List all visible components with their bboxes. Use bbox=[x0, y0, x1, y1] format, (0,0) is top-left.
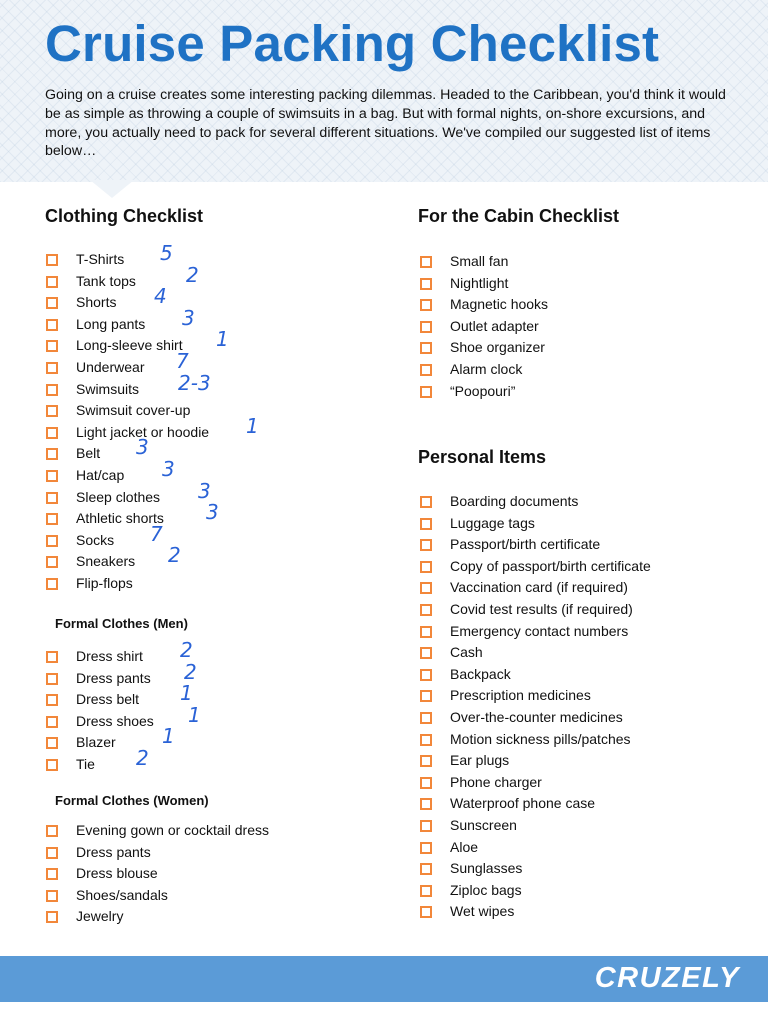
checkbox-icon[interactable] bbox=[46, 694, 58, 706]
checklist-item[interactable] bbox=[420, 859, 750, 881]
checkbox-icon[interactable] bbox=[46, 448, 58, 460]
checkbox-icon[interactable] bbox=[420, 906, 432, 918]
checklist-item-label: Light jacket or hoodie bbox=[76, 423, 210, 440]
checklist-item-label: Athletic shorts bbox=[76, 510, 164, 527]
clothing-list bbox=[46, 241, 376, 596]
checklist-item[interactable] bbox=[46, 521, 376, 553]
checkbox-icon[interactable] bbox=[46, 470, 58, 482]
checklist-item-label: Shorts bbox=[76, 294, 117, 311]
checklist-item-label: Sunglasses bbox=[450, 860, 523, 877]
checklist-item[interactable] bbox=[420, 382, 750, 404]
checklist-item[interactable] bbox=[420, 557, 750, 579]
checklist-item-label: Long-sleeve shirt bbox=[76, 337, 183, 354]
checklist-item[interactable] bbox=[46, 907, 376, 929]
checklist-item[interactable] bbox=[46, 435, 376, 466]
checklist-item[interactable] bbox=[420, 492, 750, 514]
checkbox-icon[interactable] bbox=[420, 690, 432, 702]
checklist-item-label: Magnetic hooks bbox=[450, 296, 549, 313]
checklist-item-label: Dress pants bbox=[76, 843, 151, 860]
checklist-item-label: Boarding documents bbox=[450, 493, 579, 509]
checkbox-icon[interactable] bbox=[46, 716, 58, 728]
checklist-item-label: Vaccination card (if required) bbox=[450, 579, 628, 596]
handwritten-quantity: 4 bbox=[154, 284, 167, 309]
checkbox-icon[interactable] bbox=[420, 626, 432, 638]
checklist-item-label: “Poopouri” bbox=[450, 382, 516, 399]
handwritten-quantity: 5 bbox=[160, 241, 173, 265]
checkbox-icon[interactable] bbox=[46, 890, 58, 902]
checkbox-icon[interactable] bbox=[46, 513, 58, 525]
checkbox-icon[interactable] bbox=[46, 673, 58, 685]
checklist-item[interactable] bbox=[46, 370, 376, 402]
checklist-item[interactable] bbox=[420, 751, 750, 773]
checkbox-icon[interactable] bbox=[420, 386, 432, 398]
checklist-item[interactable] bbox=[420, 514, 750, 536]
checkbox-icon[interactable] bbox=[420, 647, 432, 659]
checkbox-icon[interactable] bbox=[46, 254, 58, 266]
checklist-item-label: Tie bbox=[76, 755, 95, 772]
handwritten-quantity: 2 bbox=[186, 262, 199, 287]
checklist-item[interactable] bbox=[46, 456, 376, 488]
checklist-item[interactable] bbox=[46, 413, 376, 445]
checklist-item-label: Jewelry bbox=[76, 908, 124, 925]
checkbox-icon[interactable] bbox=[46, 825, 58, 837]
handwritten-quantity: 7 bbox=[176, 348, 189, 373]
handwritten-quantity: 1 bbox=[246, 413, 259, 438]
checklist-item-label: Passport/birth certificate bbox=[450, 536, 601, 553]
cabin-heading: For the Cabin Checklist bbox=[418, 206, 620, 226]
checklist-item-label: Dress belt bbox=[76, 691, 140, 708]
formal-women-list bbox=[46, 821, 376, 929]
checklist-item-label: Dress pants bbox=[76, 669, 151, 686]
checkbox-icon[interactable] bbox=[46, 737, 58, 749]
checklist-item[interactable] bbox=[46, 262, 376, 294]
checklist-item[interactable] bbox=[420, 730, 750, 752]
checklist-item[interactable] bbox=[420, 794, 750, 816]
checklist-item-label: Over-the-counter medicines bbox=[450, 708, 623, 725]
checklist-item-label: Underwear bbox=[76, 358, 145, 375]
handwritten-quantity: 2 bbox=[180, 638, 193, 662]
formal-women-heading: Formal Clothes (Women) bbox=[55, 793, 209, 808]
checklist-item-label: Prescription medicines bbox=[450, 687, 591, 704]
handwritten-quantity: 2 bbox=[184, 659, 197, 684]
handwritten-quantity: 2 bbox=[168, 543, 181, 568]
checkbox-icon[interactable] bbox=[46, 759, 58, 771]
handwritten-quantity: 7 bbox=[150, 521, 163, 546]
checkbox-icon[interactable] bbox=[420, 712, 432, 724]
handwritten-quantity: 3 bbox=[198, 478, 211, 503]
checklist-item-label: Luggage tags bbox=[450, 514, 535, 531]
checkbox-icon[interactable] bbox=[420, 364, 432, 376]
checklist-item-label: Sleep clothes bbox=[76, 488, 161, 505]
checkbox-icon[interactable] bbox=[420, 561, 432, 573]
checkbox-icon[interactable] bbox=[46, 868, 58, 880]
checkbox-icon[interactable] bbox=[420, 518, 432, 530]
formal-men-list bbox=[46, 638, 376, 777]
intro-paragraph: Going on a cruise creates some interesting packing dilemmas. Headed to the Caribbean, you'd think it would be as simple as throwing a couple of swimsuits in a bag. But with formal nights, on-shore excursions, and more, you actually need to pack for several different situations. We've compiled our suggested list of items below… bbox=[45, 87, 726, 160]
checklist-item[interactable] bbox=[46, 284, 376, 315]
handwritten-quantity: 1 bbox=[216, 327, 229, 352]
checkbox-icon[interactable] bbox=[46, 556, 58, 568]
checklist-item[interactable] bbox=[46, 241, 376, 272]
checklist-item-label: Sunscreen bbox=[450, 816, 517, 833]
checklist-item[interactable] bbox=[46, 886, 376, 908]
checklist-item-label: Socks bbox=[76, 531, 115, 548]
checkbox-icon[interactable] bbox=[46, 847, 58, 859]
clothing-heading: Clothing Checklist bbox=[45, 206, 204, 226]
page-title: Cruise Packing Checklist bbox=[45, 15, 660, 72]
checklist-item[interactable] bbox=[46, 821, 376, 843]
checkbox-icon[interactable] bbox=[420, 539, 432, 551]
checkbox-icon[interactable] bbox=[46, 405, 58, 417]
handwritten-quantity: 2-3 bbox=[178, 370, 211, 395]
checkbox-icon[interactable] bbox=[420, 256, 432, 268]
handwritten-quantity: 3 bbox=[162, 456, 175, 481]
checklist-item-label: Sneakers bbox=[76, 553, 136, 570]
checklist-item[interactable] bbox=[420, 338, 750, 360]
checklist-item[interactable] bbox=[420, 643, 750, 665]
checklist-item-label: Ziploc bags bbox=[450, 881, 522, 898]
checklist-item[interactable] bbox=[420, 252, 750, 274]
checklist-item-label: Dress shirt bbox=[76, 648, 143, 664]
checklist-item-label: Backpack bbox=[450, 665, 511, 682]
checklist-item-label: Flip-flops bbox=[76, 574, 133, 591]
handwritten-quantity: 3 bbox=[206, 500, 219, 525]
checklist-item[interactable] bbox=[46, 702, 376, 734]
checklist-item-label: Ear plugs bbox=[450, 752, 510, 769]
checklist-item-label: Outlet adapter bbox=[450, 317, 539, 334]
brand-logo: CRUZELY bbox=[594, 962, 740, 994]
checklist-item-label: Shoe organizer bbox=[450, 339, 545, 356]
checklist-item-label: Evening gown or cocktail dress bbox=[76, 822, 269, 838]
checklist-item-label: Small fan bbox=[450, 253, 509, 269]
checklist-item-label: Wet wipes bbox=[450, 903, 515, 920]
checklist-item[interactable] bbox=[46, 305, 376, 337]
handwritten-quantity: 1 bbox=[188, 702, 201, 727]
checklist-item[interactable] bbox=[46, 327, 376, 358]
checklist-item[interactable] bbox=[420, 535, 750, 557]
checklist-item[interactable] bbox=[420, 317, 750, 339]
checklist-item-label: Copy of passport/birth certificate bbox=[450, 557, 651, 574]
checklist-item[interactable] bbox=[420, 686, 750, 708]
checkbox-icon[interactable] bbox=[420, 342, 432, 354]
checklist-item-label: T-Shirts bbox=[76, 251, 125, 267]
checklist-item-label: Aloe bbox=[450, 838, 479, 855]
checkbox-icon[interactable] bbox=[46, 578, 58, 590]
checkbox-icon[interactable] bbox=[420, 496, 432, 508]
checklist-item[interactable] bbox=[46, 543, 376, 574]
checklist-item[interactable] bbox=[420, 816, 750, 838]
checklist-item[interactable] bbox=[420, 838, 750, 860]
checklist-item-label: Long pants bbox=[76, 315, 146, 332]
checklist-item[interactable] bbox=[420, 622, 750, 644]
checkbox-icon[interactable] bbox=[46, 340, 58, 352]
handwritten-quantity: 2 bbox=[136, 745, 149, 770]
checklist-item-label: Shoes/sandals bbox=[76, 886, 168, 903]
checkbox-icon[interactable] bbox=[420, 777, 432, 789]
checkbox-icon[interactable] bbox=[46, 427, 58, 439]
checklist-item-label: Belt bbox=[76, 445, 101, 462]
checklist-item[interactable] bbox=[420, 773, 750, 795]
checkbox-icon[interactable] bbox=[46, 362, 58, 374]
checklist-item-label: Swimsuits bbox=[76, 380, 140, 397]
checklist-item[interactable] bbox=[46, 500, 376, 531]
checklist-item-label: Waterproof phone case bbox=[450, 795, 596, 812]
checkbox-icon[interactable] bbox=[420, 321, 432, 333]
checkbox-icon[interactable] bbox=[46, 492, 58, 504]
handwritten-quantity: 3 bbox=[136, 435, 149, 460]
checkbox-icon[interactable] bbox=[46, 276, 58, 288]
checkbox-icon[interactable] bbox=[46, 911, 58, 923]
checklist-item-label: Blazer bbox=[76, 734, 116, 751]
checkbox-icon[interactable] bbox=[420, 669, 432, 681]
checkbox-icon[interactable] bbox=[420, 278, 432, 290]
personal-heading: Personal Items bbox=[418, 447, 547, 467]
checklist-item[interactable] bbox=[420, 708, 750, 730]
checkbox-icon[interactable] bbox=[46, 297, 58, 309]
checkbox-icon[interactable] bbox=[420, 842, 432, 854]
footer-bar bbox=[0, 956, 768, 1002]
checklist-item[interactable] bbox=[46, 724, 376, 755]
checkbox-icon[interactable] bbox=[420, 604, 432, 616]
checklist-item[interactable] bbox=[420, 881, 750, 903]
formal-men-heading: Formal Clothes (Men) bbox=[55, 616, 188, 631]
checklist-item-label: Phone charger bbox=[450, 773, 542, 790]
checklist-item[interactable] bbox=[46, 348, 376, 380]
checkbox-icon[interactable] bbox=[420, 582, 432, 594]
handwritten-quantity: 3 bbox=[182, 305, 195, 330]
checkbox-icon[interactable] bbox=[420, 885, 432, 897]
checklist-item-label: Hat/cap bbox=[76, 466, 125, 483]
checklist-item-label: Cash bbox=[450, 644, 483, 661]
checkbox-icon[interactable] bbox=[420, 299, 432, 311]
checklist-item[interactable] bbox=[420, 274, 750, 296]
checklist-item[interactable] bbox=[420, 600, 750, 622]
checkbox-icon[interactable] bbox=[420, 863, 432, 875]
checkbox-icon[interactable] bbox=[420, 734, 432, 746]
checklist-item[interactable] bbox=[46, 843, 376, 865]
checklist-item-label: Dress shoes bbox=[76, 712, 154, 729]
personal-list bbox=[420, 492, 750, 924]
checklist-item[interactable] bbox=[420, 665, 750, 687]
checklist-item[interactable] bbox=[420, 295, 750, 317]
checklist-item-label: Emergency contact numbers bbox=[450, 622, 629, 639]
checklist-item[interactable] bbox=[46, 638, 376, 669]
checkbox-icon[interactable] bbox=[420, 798, 432, 810]
checklist-item[interactable] bbox=[420, 902, 750, 924]
checklist-item-label: Dress blouse bbox=[76, 865, 158, 882]
checklist-item[interactable] bbox=[46, 681, 376, 712]
checklist-item-label: Nightlight bbox=[450, 274, 509, 291]
checkbox-icon[interactable] bbox=[46, 319, 58, 331]
checklist-item[interactable] bbox=[46, 745, 376, 777]
checklist-item-label: Tank tops bbox=[76, 272, 136, 289]
checkbox-icon[interactable] bbox=[46, 384, 58, 396]
checklist-item-label: Motion sickness pills/patches bbox=[450, 730, 631, 747]
checklist-item-label: Swimsuit cover-up bbox=[76, 402, 191, 419]
cabin-list bbox=[420, 252, 750, 403]
banner-notch bbox=[90, 180, 134, 198]
checklist-item[interactable] bbox=[46, 864, 376, 886]
checkbox-icon[interactable] bbox=[420, 820, 432, 832]
checklist-item-label: Alarm clock bbox=[450, 360, 523, 377]
checklist-item[interactable] bbox=[46, 574, 376, 596]
handwritten-quantity: 1 bbox=[162, 724, 175, 749]
checklist-item-label: Covid test results (if required) bbox=[450, 600, 633, 617]
checklist-item[interactable] bbox=[420, 578, 750, 600]
checkbox-icon[interactable] bbox=[420, 755, 432, 767]
checkbox-icon[interactable] bbox=[46, 535, 58, 547]
checklist-item[interactable] bbox=[420, 360, 750, 382]
checklist-item[interactable] bbox=[46, 659, 376, 691]
checklist-item[interactable] bbox=[46, 401, 376, 423]
handwritten-quantity: 1 bbox=[180, 681, 193, 706]
checkbox-icon[interactable] bbox=[46, 651, 58, 663]
